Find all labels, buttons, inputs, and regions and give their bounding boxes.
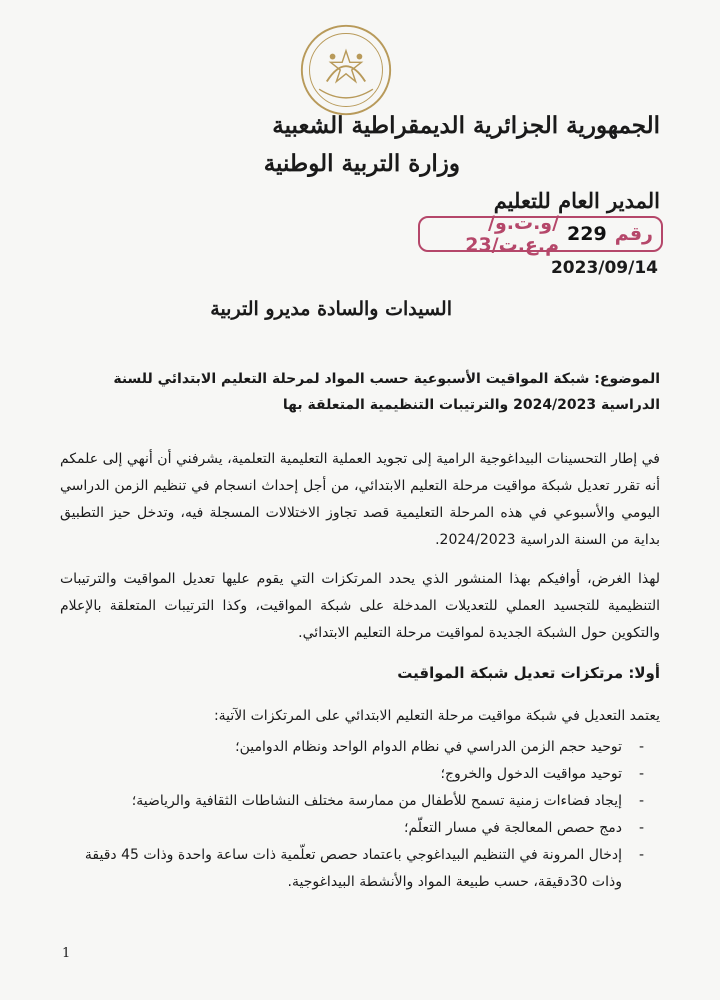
list-item: - إدخال المرونة في التنظيم البيداغوجي باعتماد حصص تعلّمية ذات ساعة واحدة وذات 45 دقيقة وذات 30دقيقة، حسب طبيعة المواد والأنشطة البيداغوجية. [84, 847, 644, 890]
list-item: - توحيد مواقيت الدخول والخروج؛ [440, 766, 644, 782]
paragraph-2: لهذا الغرض، أوافيكم بهذا المنشور الذي يحدد المرتكزات التي يقوم عليها تعديل المواقيت والترتيبات التنظيمية للتجسيد العملي للتعديلات المدخلة على شبكة المواقيت، وكذا الترتيبات المتعلقة بالإعلام والتكوين حول الشبكة الجديدة لمواقيت مرحلة التعليم الابتدائي. [60, 571, 660, 641]
reference-code: /و.ت.و/ م.ع.ت/23 [465, 212, 560, 256]
reference-number: 229 [567, 223, 607, 245]
subject-line: الموضوع: شبكة المواقيت الأسبوعية حسب المواد لمرحلة التعليم الابتدائي للسنة الدراسية 2024/2023 والترتيبات التنظيمية المتعلقة بها [113, 371, 660, 413]
list-item-text: إدخال المرونة في التنظيم البيداغوجي باعتماد حصص تعلّمية ذات ساعة واحدة وذات 45 دقيقة وذات 30دقيقة، حسب طبيعة المواد والأنشطة البيداغوجية. [84, 847, 622, 890]
page-number: 1 [62, 946, 71, 961]
national-emblem-icon [298, 22, 394, 118]
criteria-list [60, 734, 660, 896]
ministry-title: وزارة التربية الوطنية [263, 150, 460, 177]
addressee: السيدات والسادة مديرو التربية [210, 298, 452, 320]
list-item: - إيجاد فضاءات زمنية تسمح للأطفال من ممارسة مختلف النشاطات الثقافية والرياضية؛ [131, 793, 644, 809]
list-item-text: إيجاد فضاءات زمنية تسمح للأطفال من ممارسة مختلف النشاطات الثقافية والرياضية؛ [131, 793, 622, 809]
list-item-text: توحيد مواقيت الدخول والخروج؛ [440, 766, 622, 782]
director-title: المدير العام للتعليم [493, 188, 660, 213]
list-item-text: دمج حصص المعالجة في مسار التعلّم؛ [404, 820, 622, 836]
section-title: أولا: مرتكزات تعديل شبكة المواقيت [397, 664, 660, 682]
republic-title: الجمهورية الجزائرية الديمقراطية الشعبية [272, 112, 660, 139]
document-date: 2023/09/14 [550, 258, 658, 278]
reference-label: رقم [614, 223, 653, 245]
list-item-text: توحيد حجم الزمن الدراسي في نظام الدوام الواحد ونظام الدوامين؛ [235, 739, 622, 755]
section-intro: يعتمد التعديل في شبكة مواقيت مرحلة التعليم الابتدائي على المرتكزات الآتية: [213, 708, 660, 724]
reference-stamp [418, 212, 663, 256]
list-item: - دمج حصص المعالجة في مسار التعلّم؛ [404, 820, 644, 836]
paragraph-1: في إطار التحسينات البيداغوجية الرامية إلى تجويد العملية التعليمية التعلمية، يشرفني أن أنهي إلى علمكم أنه تقرر تعديل شبكة مواقيت مرحلة التعليم الابتدائي، من أجل إحداث انسجام في تنظيم الزمن الدراسي اليومي والأسبوعي في هذه المرحلة التعليمية قصد تجاوز الاختلالات المسجلة فيه، وتدخل حيز التطبيق بداية من السنة الدراسية 2024/2023. [60, 451, 660, 548]
list-item: - توحيد حجم الزمن الدراسي في نظام الدوام الواحد ونظام الدوامين؛ [235, 739, 644, 755]
